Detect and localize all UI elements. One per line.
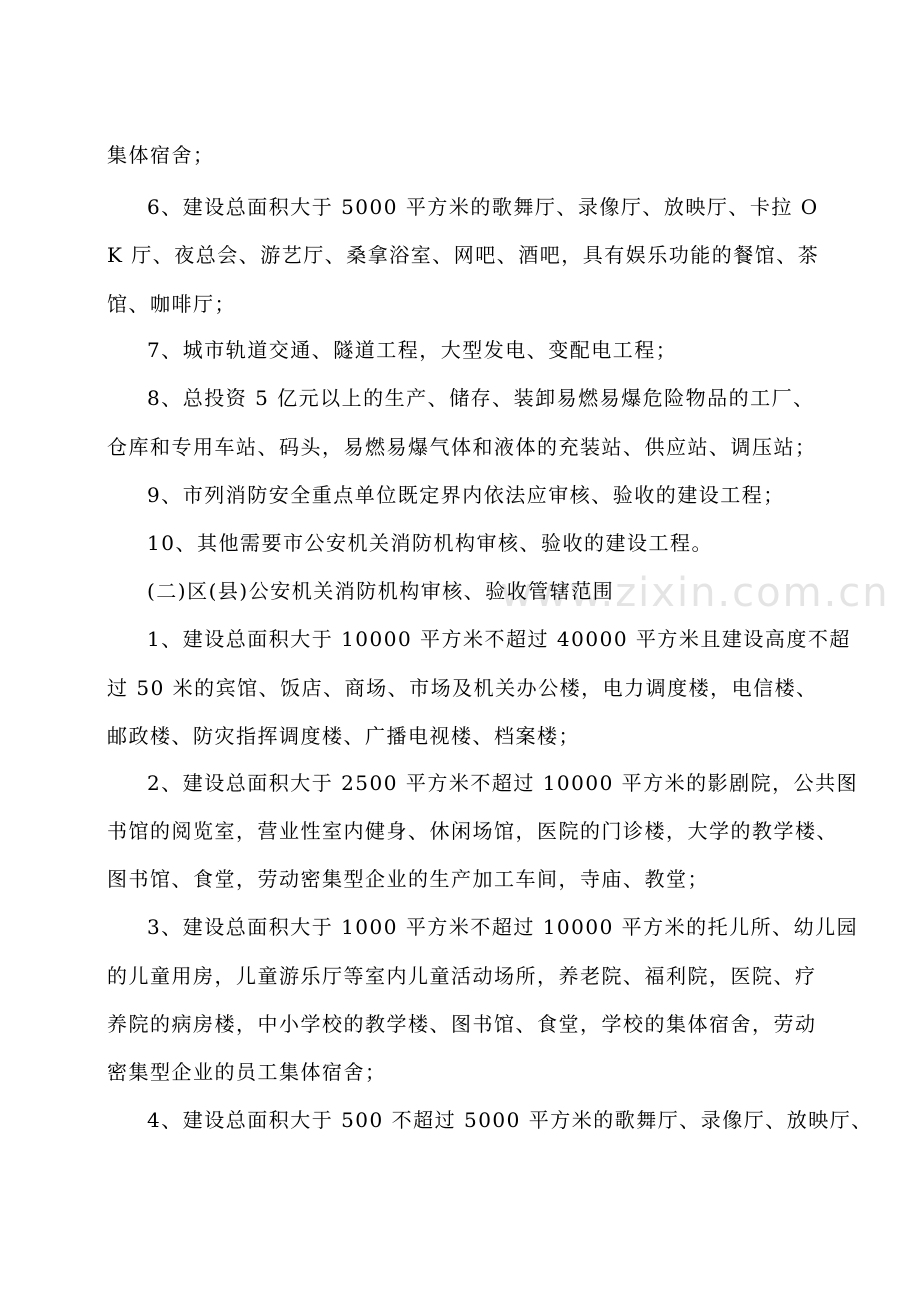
text-line: 2、建设总面积大于 2500 平方米不超过 10000 平方米的影剧院，公共图 [147,771,859,795]
text-line: 的儿童用房，儿童游乐厅等室内儿童活动场所，养老院、福利院，医院、疗 [107,964,817,988]
text-line: 邮政楼、防灾指挥调度楼、广播电视楼、档案楼； [107,724,580,748]
text-line: 6、建设总面积大于 5000 平方米的歌舞厅、录像厅、放映厅、卡拉 O [147,195,819,219]
text-line: 3、建设总面积大于 1000 平方米不超过 10000 平方米的托儿所、幼儿园 [147,915,859,939]
text-line: 集体宿舍； [107,143,215,167]
text-line: K 厅、夜总会、游艺厅、桑拿浴室、网吧、酒吧，具有娱乐功能的餐馆、茶 [107,243,820,267]
text-line: 图书馆、食堂，劳动密集型企业的生产加工车间，寺庙、教堂； [107,867,709,891]
text-line: 7、城市轨道交通、隧道工程，大型发电、变配电工程； [147,338,678,362]
section-heading: (二)区(县)公安机关消防机构审核、验收管辖范围 [147,579,615,603]
text-line: 9、市列消防安全重点单位既定界内依法应审核、验收的建设工程； [147,483,785,507]
text-line: 养院的病房楼，中小学校的教学楼、图书馆、食堂，学校的集体宿舍，劳动 [107,1012,817,1036]
text-line: 过 50 米的宾馆、饭店、商场、市场及机关办公楼，电力调度楼，电信楼、 [107,676,818,700]
text-line: 密集型企业的员工集体宿舍； [107,1060,387,1084]
text-line: 仓库和专用车站、码头，易燃易爆气体和液体的充装站、供应站、调压站； [107,435,817,459]
text-line: 1、建设总面积大于 10000 平方米不超过 40000 平方米且建设高度不超 [147,627,851,651]
text-line: 馆、咖啡厅； [107,292,236,316]
text-line: 10、其他需要市公安机关消防机构审核、验收的建设工程。 [147,531,713,555]
text-line: 4、建设总面积大于 500 不超过 5000 平方米的歌舞厅、录像厅、放映厅、 [147,1108,873,1132]
text-line: 8、总投资 5 亿元以上的生产、储存、装卸易燃易爆危险物品的工厂、 [147,386,815,410]
watermark: www.zixin.com.cn [500,570,890,616]
text-line: 书馆的阅览室，营业性室内健身、休闲场馆，医院的门诊楼，大学的教学楼、 [107,819,838,843]
